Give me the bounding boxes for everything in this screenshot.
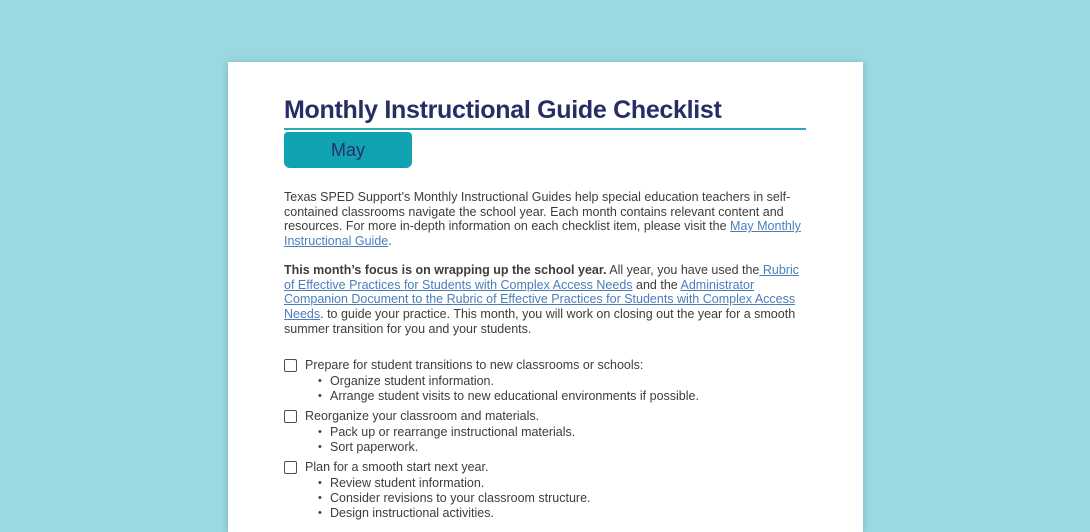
checklist-item-plan bbox=[284, 459, 806, 521]
page-title: Monthly Instructional Guide Checklist bbox=[284, 96, 722, 124]
focus-text-1: All year, you have used the bbox=[606, 262, 760, 277]
checklist-item-label: Reorganize your classroom and materials. bbox=[305, 409, 540, 424]
sub-item-text: Design instructional activities. bbox=[330, 506, 494, 521]
sub-item-list bbox=[284, 374, 806, 404]
sub-item bbox=[284, 491, 806, 506]
administrator-companion-link[interactable]: Administrator Companion Document to the Rubric of Effective Practices for Students with Complex Access Needs bbox=[284, 277, 796, 321]
checkbox-transitions[interactable] bbox=[284, 359, 297, 372]
sub-item bbox=[284, 389, 806, 404]
focus-text-2: and the bbox=[632, 277, 681, 292]
sub-item bbox=[284, 374, 806, 389]
checkbox-reorganize[interactable] bbox=[284, 410, 297, 423]
bullet-icon: • bbox=[318, 477, 322, 490]
bullet-icon: • bbox=[318, 492, 322, 505]
checklist bbox=[284, 357, 806, 521]
checklist-item-label: Plan for a smooth start next year. bbox=[305, 460, 489, 475]
intro-text: Texas SPED Support’s Monthly Instructional Guides help special education teachers in self-contained classrooms navigate the school year. Each month contains relevant content and resources. For more in-depth information on each checklist item, please visit the bbox=[284, 190, 791, 234]
bullet-icon: • bbox=[318, 507, 322, 520]
sub-item-text: Sort paperwork. bbox=[330, 440, 419, 455]
sub-item-text: Arrange student visits to new educational environments if possible. bbox=[330, 389, 699, 404]
intro-text-end: . bbox=[388, 234, 392, 249]
sub-item bbox=[284, 425, 806, 440]
checkbox-plan[interactable] bbox=[284, 461, 297, 474]
sub-item-list bbox=[284, 425, 806, 455]
checklist-item-label: Prepare for student transitions to new classrooms or schools: bbox=[305, 358, 644, 373]
document-content bbox=[228, 62, 863, 521]
month-tab[interactable] bbox=[284, 132, 412, 168]
checklist-item-transitions bbox=[284, 357, 806, 404]
may-guide-link[interactable]: May Monthly Instructional Guide bbox=[284, 219, 801, 249]
bullet-icon: • bbox=[318, 441, 322, 454]
checklist-row bbox=[284, 408, 806, 424]
sub-item bbox=[284, 476, 806, 491]
focus-bold-text: This month’s focus is on wrapping up the school year. bbox=[284, 262, 607, 277]
sub-item-text: Pack up or rearrange instructional materials. bbox=[330, 425, 576, 440]
intro-paragraph bbox=[284, 190, 806, 249]
sub-item-text: Review student information. bbox=[330, 476, 485, 491]
sub-item-text: Organize student information. bbox=[330, 374, 494, 389]
sub-item bbox=[284, 440, 806, 455]
checklist-row bbox=[284, 357, 806, 373]
sub-item-text: Consider revisions to your classroom structure. bbox=[330, 491, 591, 506]
checklist-item-reorganize bbox=[284, 408, 806, 455]
sub-item bbox=[284, 506, 806, 521]
focus-paragraph bbox=[284, 263, 806, 337]
bullet-icon: • bbox=[318, 426, 322, 439]
bullet-icon: • bbox=[318, 390, 322, 403]
title-divider bbox=[284, 128, 806, 130]
month-tab-label: May bbox=[330, 140, 365, 160]
sub-item-list bbox=[284, 476, 806, 521]
rubric-link[interactable]: Rubric of Effective Practices for Students with Complex Access Needs bbox=[284, 262, 799, 292]
bullet-icon: • bbox=[318, 375, 322, 388]
checklist-row bbox=[284, 459, 806, 475]
focus-text-3: . to guide your practice. This month, you will work on closing out the year for a smooth summer transition for you and your students. bbox=[284, 306, 796, 336]
document-page bbox=[228, 62, 863, 532]
